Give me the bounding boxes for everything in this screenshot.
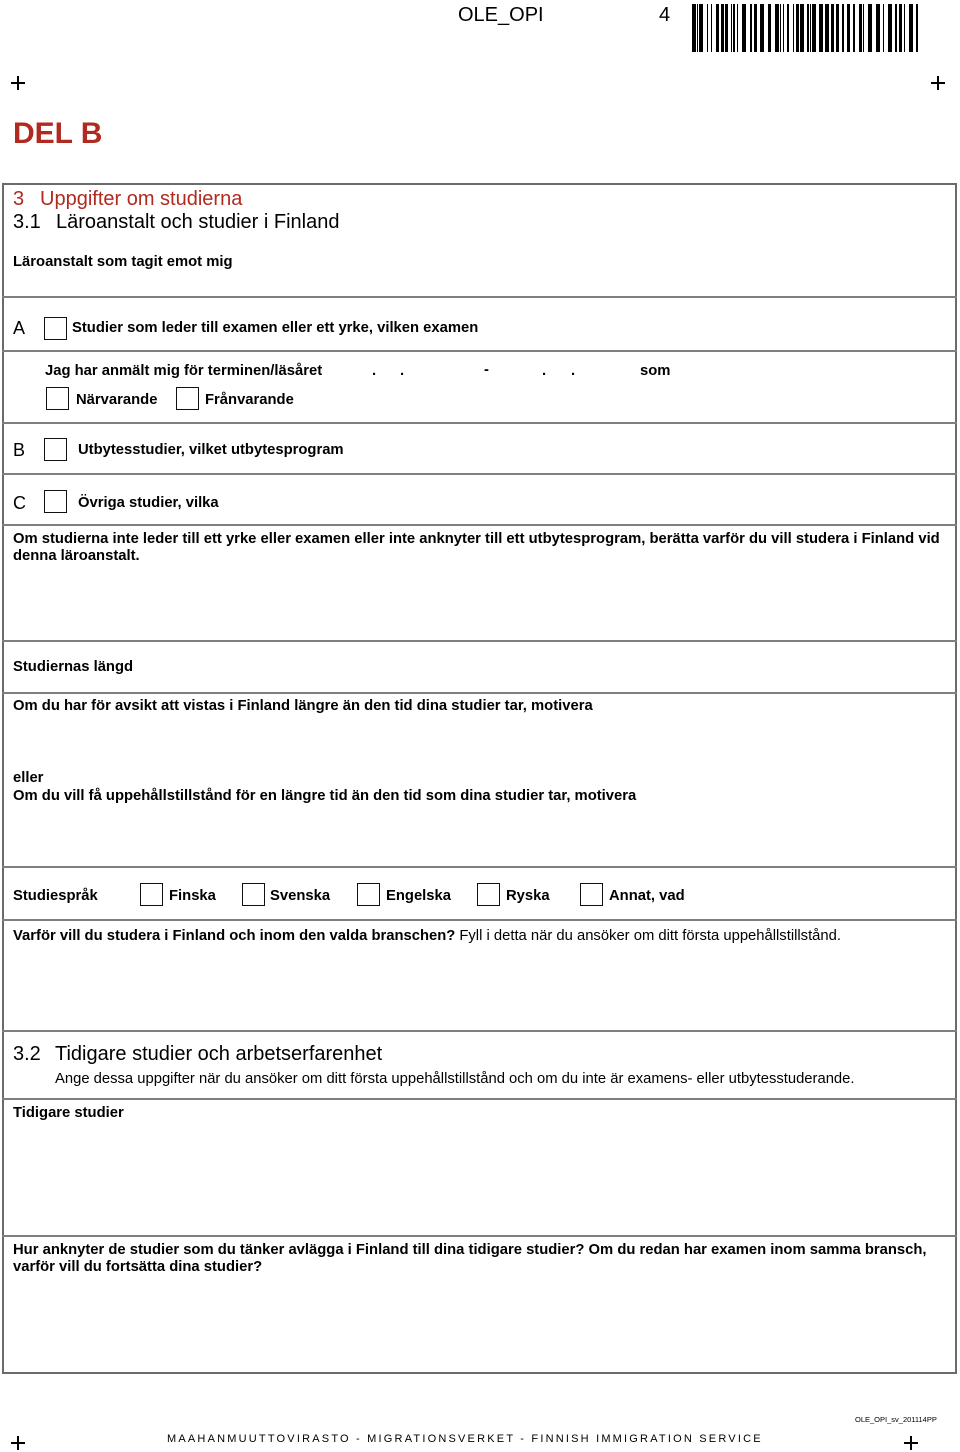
- reason-answer-field[interactable]: [13, 568, 948, 636]
- section-number: 3: [13, 188, 25, 210]
- term-separator: .: [571, 363, 576, 379]
- row-divider: [2, 350, 957, 352]
- section-title: Uppgifter om studierna: [40, 188, 243, 210]
- row-divider: [2, 1030, 957, 1032]
- previous-studies-answer-field[interactable]: [13, 1128, 948, 1232]
- registration-mark-bottom-right: [904, 1436, 918, 1450]
- barcode-bar: [707, 4, 708, 52]
- why-finland-note: Fyll i detta när du ansöker om ditt första uppehållstillstånd.: [459, 928, 841, 944]
- barcode-bar: [754, 4, 757, 52]
- term-separator: -: [484, 362, 489, 378]
- barcode-bar: [731, 4, 732, 52]
- why-finland-answer-field[interactable]: [13, 950, 948, 1026]
- barcode-bar: [883, 4, 884, 52]
- language-russian-checkbox[interactable]: [477, 883, 500, 906]
- subsection-number: 3.1: [13, 211, 41, 233]
- term-separator: .: [400, 363, 405, 379]
- subsection-title: Tidigare studier och arbetserfarenhet: [55, 1043, 383, 1065]
- barcode-bar: [796, 4, 799, 52]
- row-divider: [2, 692, 957, 694]
- registration-mark-top-right: [931, 76, 945, 90]
- row-divider: [2, 1098, 957, 1100]
- barcode-bar: [825, 4, 829, 52]
- longer-stay-question: Om du har för avsikt att vistas i Finland längre än den tid dina studier tar, motivera: [13, 698, 593, 714]
- option-c-letter: C: [13, 493, 26, 513]
- reason-question: Om studierna inte leder till ett yrke eller examen eller inte anknyter till ett utbytesprogram, berätta varför du vill studera i Finland vid denna läroanstalt.: [13, 531, 940, 564]
- language-other-checkbox[interactable]: [580, 883, 603, 906]
- barcode-bar: [847, 4, 850, 52]
- barcode-bar: [793, 4, 794, 52]
- row-divider: [2, 422, 957, 424]
- term-separator: .: [372, 363, 377, 379]
- absent-checkbox[interactable]: [176, 387, 199, 410]
- row-divider: [2, 524, 957, 526]
- present-label: Närvarande: [76, 392, 158, 408]
- option-a-label: Studier som leder till examen eller ett yrke, vilken examen: [72, 320, 479, 336]
- subsection-instruction: Ange dessa uppgifter när du ansöker om ditt första uppehållstillstånd och om du inte är examens- eller utbytesstuderande.: [55, 1071, 855, 1087]
- exchange-program-answer-field[interactable]: [360, 438, 948, 470]
- option-b-checkbox[interactable]: [44, 438, 67, 461]
- longer-permit-answer-field[interactable]: [13, 810, 948, 862]
- row-divider: [2, 473, 957, 475]
- barcode-bar: [800, 4, 804, 52]
- barcode-bar: [750, 4, 752, 52]
- barcode-bar: [836, 4, 839, 52]
- institution-label: Läroanstalt som tagit emot mig: [13, 254, 233, 270]
- option-b-letter: B: [13, 440, 26, 460]
- term-label: Jag har anmält mig för terminen/läsåret: [45, 363, 323, 379]
- barcode-bar: [863, 4, 864, 52]
- barcode-bar: [742, 4, 746, 52]
- row-divider: [2, 640, 957, 642]
- barcode-bar: [888, 4, 892, 52]
- barcode-bar: [807, 4, 809, 52]
- barcode-bar: [725, 4, 728, 52]
- agency-name: MAAHANMUUTTOVIRASTO - MIGRATIONSVERKET - FINNISH IMMIGRATION SERVICE: [167, 1433, 763, 1445]
- or-label: eller: [13, 770, 44, 786]
- language-russian-label: Ryska: [506, 888, 550, 904]
- registration-mark-top-left: [11, 76, 25, 90]
- term-separator: .: [542, 363, 547, 379]
- connection-answer-field[interactable]: [13, 1282, 948, 1368]
- barcode-bar: [775, 4, 779, 52]
- form-code: OLE_OPI: [458, 4, 544, 26]
- language-finnish-label: Finska: [169, 888, 216, 904]
- barcode-bar: [853, 4, 855, 52]
- language-english-label: Engelska: [386, 888, 451, 904]
- barcode-bar: [916, 4, 918, 52]
- other-language-answer-field[interactable]: [692, 880, 948, 914]
- registration-mark-bottom-left: [11, 1436, 25, 1450]
- barcode-bar: [692, 4, 696, 52]
- present-checkbox[interactable]: [46, 387, 69, 410]
- duration-label: Studiernas längd: [13, 659, 134, 675]
- term-suffix: som: [640, 363, 671, 379]
- language-swedish-label: Svenska: [270, 888, 331, 904]
- exam-answer-field[interactable]: [488, 316, 948, 348]
- row-divider: [2, 1235, 957, 1237]
- page-number: 4: [659, 4, 671, 26]
- option-b-label: Utbytesstudier, vilket utbytesprogram: [78, 442, 344, 458]
- institution-answer-field[interactable]: [13, 273, 948, 295]
- part-title: DEL B: [13, 117, 103, 150]
- barcode-bar: [760, 4, 764, 52]
- form-version: OLE_OPI_sv_201114PP: [855, 1415, 937, 1424]
- row-divider: [2, 296, 957, 298]
- barcode-bar: [737, 4, 738, 52]
- option-c-checkbox[interactable]: [44, 490, 67, 513]
- barcode-bar: [699, 4, 703, 52]
- option-a-checkbox[interactable]: [44, 317, 67, 340]
- barcode-bar: [895, 4, 897, 52]
- option-c-label: Övriga studier, vilka: [78, 495, 219, 511]
- subsection-title: Läroanstalt och studier i Finland: [56, 211, 340, 233]
- connection-question: Hur anknyter de studier som du tänker avlägga i Finland till dina tidigare studier? Om du redan har examen inom samma bransch, varför vill du fortsätta dina studier?: [13, 1242, 927, 1275]
- longer-permit-question: Om du vill få uppehållstillstånd för en längre tid än den tid som dina studier tar, motivera: [13, 788, 637, 804]
- barcode-bar: [899, 4, 902, 52]
- option-a-letter: A: [13, 318, 26, 338]
- barcode-bar: [831, 4, 834, 52]
- language-english-checkbox[interactable]: [357, 883, 380, 906]
- barcode: [692, 4, 920, 52]
- barcode-bar: [721, 4, 724, 52]
- barcode-bar: [787, 4, 789, 52]
- barcode-bar: [868, 4, 872, 52]
- barcode-bar: [876, 4, 880, 52]
- previous-studies-label: Tidigare studier: [13, 1105, 124, 1121]
- row-divider: [2, 866, 957, 868]
- barcode-bar: [697, 4, 698, 52]
- barcode-bar: [810, 4, 811, 52]
- language-finnish-checkbox[interactable]: [140, 883, 163, 906]
- term-period-field[interactable]: [335, 360, 630, 384]
- other-studies-answer-field[interactable]: [235, 490, 948, 522]
- barcode-bar: [859, 4, 862, 52]
- language-other-label: Annat, vad: [609, 888, 685, 904]
- barcode-bar: [733, 4, 735, 52]
- language-swedish-checkbox[interactable]: [242, 883, 265, 906]
- barcode-bar: [711, 4, 712, 52]
- duration-answer-field[interactable]: [150, 648, 948, 688]
- barcode-bar: [783, 4, 784, 52]
- study-language-label: Studiespråk: [13, 888, 98, 904]
- why-finland-row: [13, 927, 841, 945]
- barcode-bar: [812, 4, 816, 52]
- row-divider: [2, 919, 957, 921]
- barcode-bar: [842, 4, 844, 52]
- subsection-number: 3.2: [13, 1043, 41, 1065]
- barcode-bar: [909, 4, 913, 52]
- barcode-bar: [904, 4, 905, 52]
- barcode-bar: [716, 4, 719, 52]
- absent-label: Frånvarande: [205, 392, 294, 408]
- why-finland-question: Varför vill du studera i Finland och inom den valda branschen?: [13, 928, 456, 944]
- barcode-bar: [780, 4, 781, 52]
- barcode-bar: [768, 4, 771, 52]
- barcode-bar: [819, 4, 823, 52]
- longer-stay-answer-field[interactable]: [13, 720, 948, 766]
